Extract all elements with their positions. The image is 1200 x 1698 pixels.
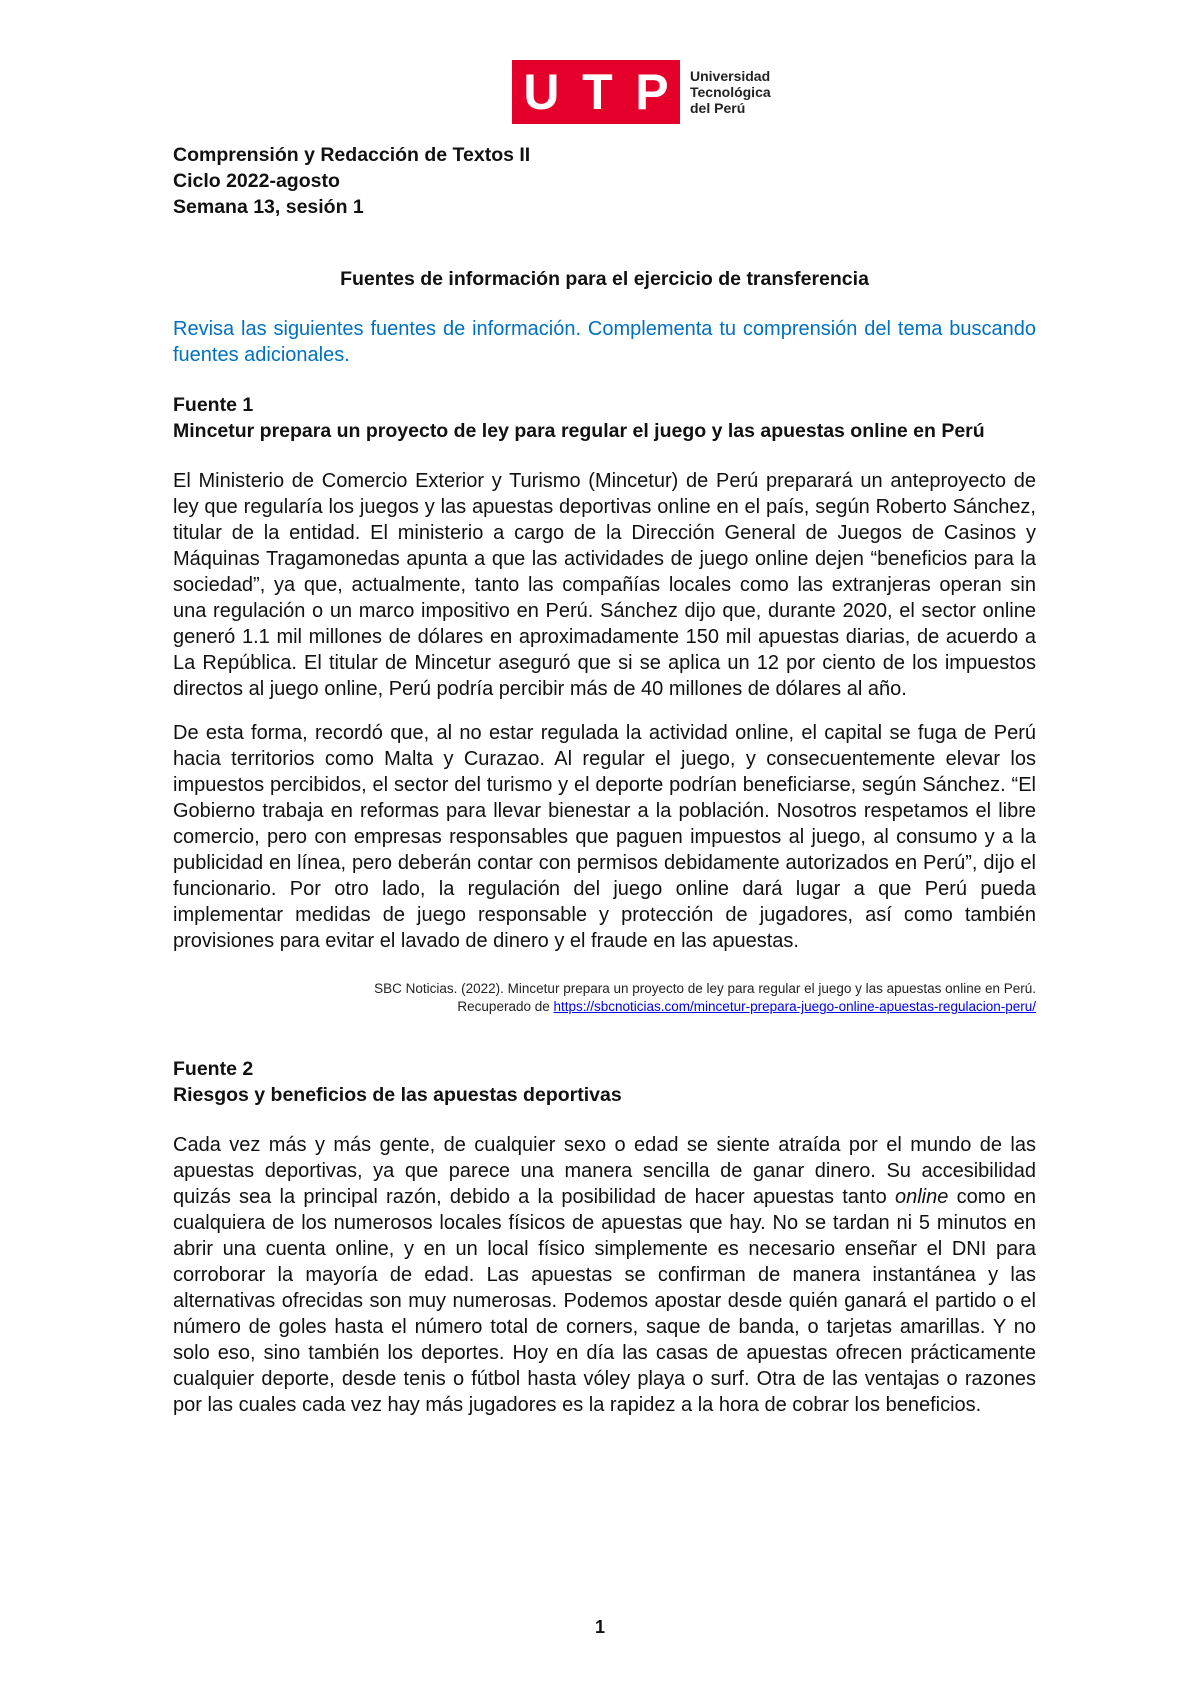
logo-letter-p: P <box>635 64 669 120</box>
document-content <box>173 142 1036 1418</box>
fuente-2-title: Riesgos y beneficios de las apuestas deportivas <box>173 1084 622 1106</box>
fuente-1-paragraph-1: El Ministerio de Comercio Exterior y Turismo (Mincetur) de Perú preparará un anteproyecto de ley que regularía los juegos y las apuestas deportivas online en el país, según Roberto Sánchez, titular de la entidad. El ministerio a cargo de la Dirección General de Juegos de Casinos y Máquinas Tragamonedas apunta a que las actividades de juego online dejen “beneficios para la sociedad”, ya que, actualmente, tanto las compañías locales como las extranjeras operan sin una regulación o un marco impositivo en Perú. Sánchez dijo que, durante 2020, el sector online generó 1.1 mil millones de dólares en aproximadamente 150 mil apuestas diarias, de acuerdo a La República. El titular de Mincetur aseguró que si se aplica un 12 por ciento de los impuestos directos al juego online, Perú podría percibir más de 40 millones de dólares al año. <box>173 470 1036 700</box>
fuente-1-citation <box>173 980 1036 1016</box>
citation-reference: SBC Noticias. (2022). Mincetur prepara un proyecto de ley para regular el juego y las apuestas online en Perú. <box>374 981 1036 996</box>
fuente-2-text-start: Cada vez más y más gente, de cualquier sexo o edad se siente atraída por el mundo de las apuestas deportivas, ya que parece una manera sencilla de ganar dinero. Su accesibilidad quizás sea la principal razón, debido a la posibilidad de hacer apuestas tanto <box>173 1134 1036 1208</box>
utp-logo <box>512 60 771 124</box>
fuente-2-paragraph-1 <box>173 1132 1036 1418</box>
fuente-1-label: Fuente 1 <box>173 394 254 416</box>
fuente-2-section <box>173 1056 1036 1418</box>
page-number: 1 <box>594 1617 605 1637</box>
fuente-1-section <box>173 392 1036 1016</box>
logo-letter-t: T <box>582 64 613 120</box>
fuente-1-title: Mincetur prepara un proyecto de ley para regular el juego y las apuestas online en Perú <box>173 420 985 442</box>
fuente-2-label: Fuente 2 <box>173 1058 254 1080</box>
citation-link[interactable]: https://sbcnoticias.com/mincetur-prepara-juego-online-apuestas-regulacion-peru/ <box>553 999 1036 1014</box>
logo-name-line-3: del Perú <box>690 100 746 116</box>
utp-logo-name <box>690 68 771 116</box>
course-name: Comprensión y Redacción de Textos II <box>173 144 531 166</box>
cycle: Ciclo 2022-agosto <box>173 170 340 192</box>
instruction-text: Revisa las siguientes fuentes de información. Complementa tu comprensión del tema buscando fuentes adicionales. <box>173 318 1036 366</box>
citation-prefix: Recuperado de <box>457 999 554 1014</box>
fuente-1-paragraph-2: De esta forma, recordó que, al no estar regulada la actividad online, el capital se fuga de Perú hacia territorios como Malta y Curazao. Al regular el juego, y consecuentemente elevar los impuestos percibidos, el sector del turismo y el deporte podrían beneficiarse, según Sánchez. “El Gobierno trabaja en reformas para llevar bienestar a la población. Nosotros respetamos el libre comercio, pero con empresas responsables que paguen impuestos al juego, al consumo y a la publicidad en línea, pero deberán contar con permisos debidamente autorizados en Perú”, dijo el funcionario. Por otro lado, la regulación del juego online dará lugar a que Perú pueda implementar medidas de juego responsable y protección de jugadores, así como también provisiones para evitar el lavado de dinero y el fraude en las apuestas. <box>173 722 1036 952</box>
logo-letter-u: U <box>523 64 560 120</box>
session: Semana 13, sesión 1 <box>173 196 364 218</box>
utp-logo-mark <box>512 60 680 124</box>
logo-name-line-2: Tecnológica <box>690 84 771 100</box>
logo-name-line-1: Universidad <box>690 68 771 84</box>
document-title: Fuentes de información para el ejercicio de transferencia <box>340 268 869 290</box>
online-italic-word: online <box>894 1186 949 1208</box>
fuente-2-text-end: como en cualquiera de los numerosos locales físicos de apuestas que hay. No se tardan ni 5 minutos en abrir una cuenta online, y en un local físico simplemente es necesario enseñar el DNI para corroborar la mayoría de edad. Las apuestas se confirman de manera instantánea y las alternativas ofrecidas son muy numerosas. Podemos apostar desde quién ganará el partido o el número de goles hasta el número total de corners, saque de banda, o tarjetas amarillas. Y no solo eso, sino también los deportes. Hoy en día las casas de apuestas ofrecen prácticamente cualquier deporte, desde tenis o fútbol hasta vóley playa o surf. Otra de las ventajas o razones por las cuales cada vez hay más jugadores es la rapidez a la hora de cobrar los beneficios. <box>173 1186 1037 1416</box>
